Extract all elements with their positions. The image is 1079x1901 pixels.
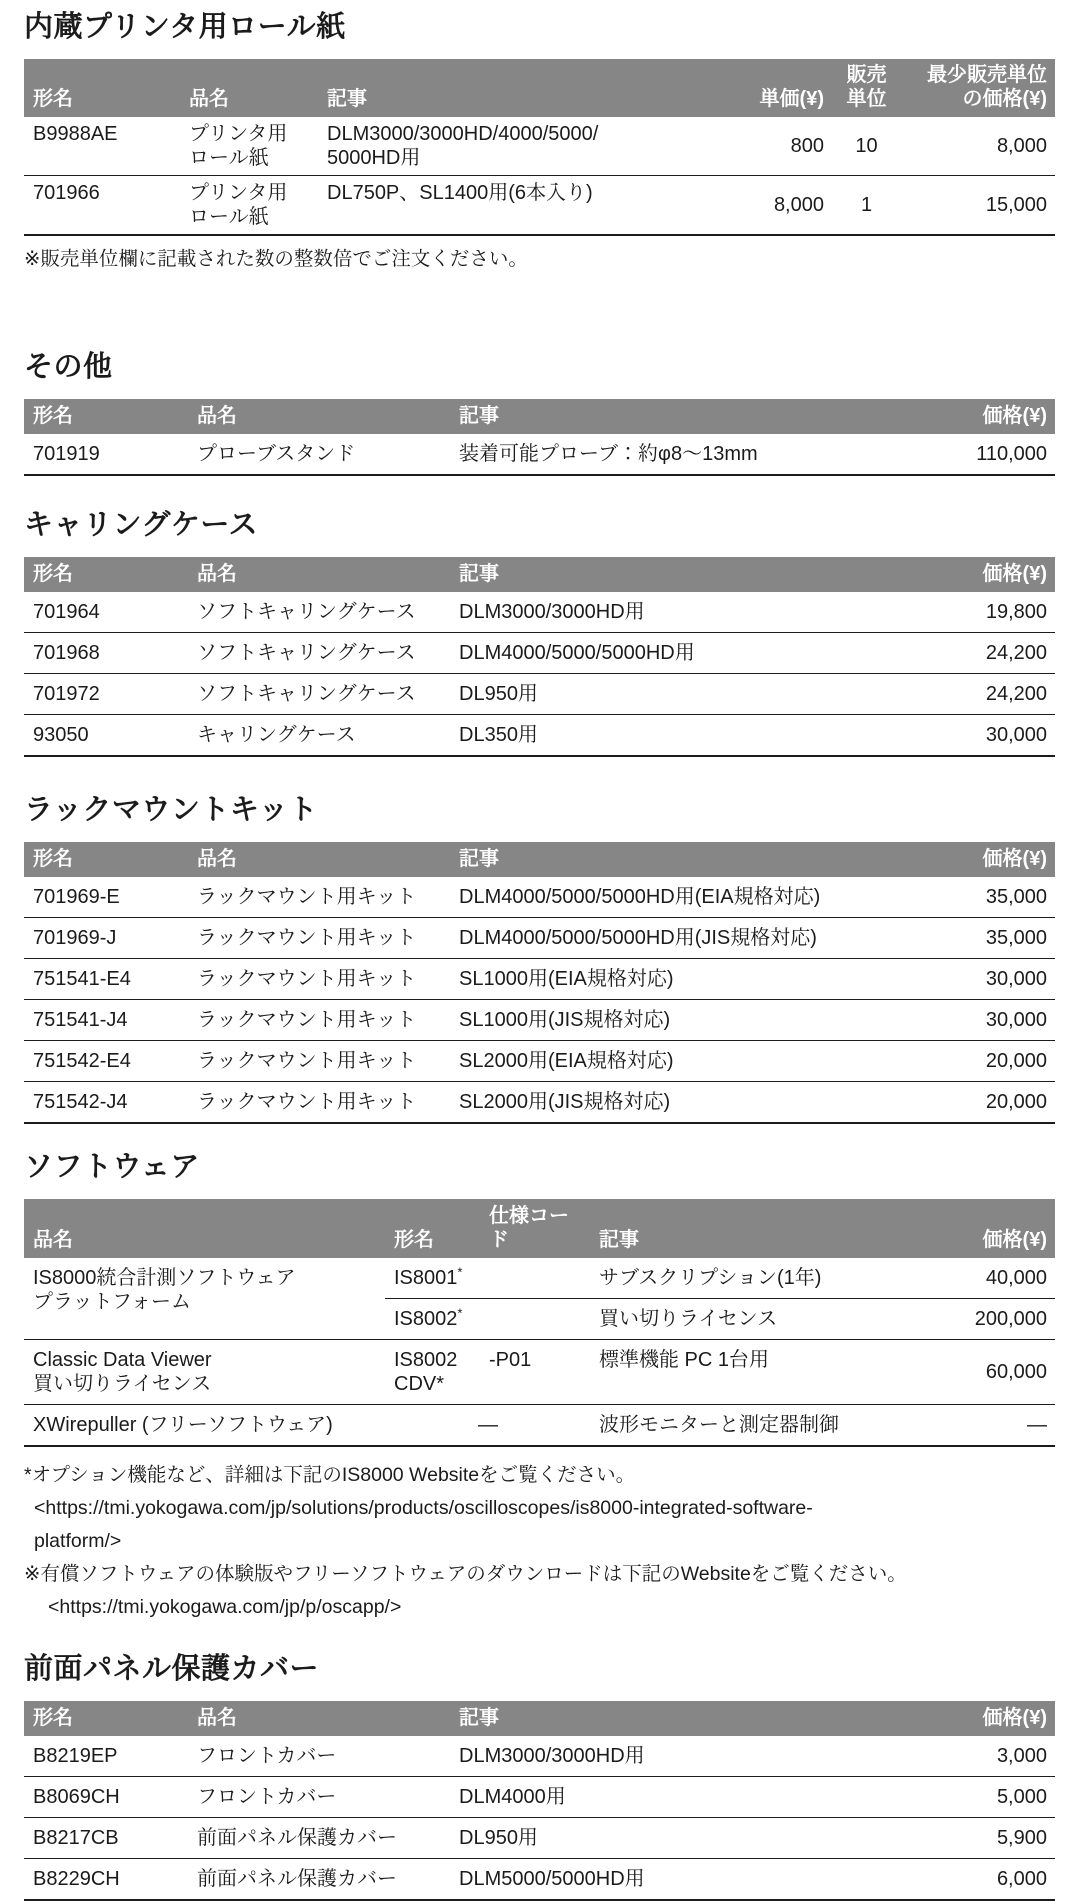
header-row: [24, 399, 1055, 434]
table-row: [24, 1041, 1055, 1082]
table-row: [24, 1859, 1055, 1901]
column-header: 品名: [24, 1199, 385, 1258]
section-title: ラックマウントキット: [24, 794, 318, 826]
cell: 6,000: [996, 1868, 1047, 1890]
table-row: [24, 959, 1055, 1000]
price-table-front-panel-cover: [24, 1701, 1055, 1901]
cell: 19,800: [870, 592, 1055, 633]
cell: DLM4000/5000/5000HD用: [450, 633, 870, 674]
table-row: [24, 1340, 1055, 1405]
section-carrying-case: [24, 506, 1055, 757]
column-header: 記事: [450, 842, 870, 877]
column-header: 品名: [180, 59, 318, 117]
price-table-rack-mount-kit: [24, 842, 1055, 1124]
section-software: [24, 1148, 1055, 1624]
cell: 24,200: [870, 674, 1055, 715]
cell: 35,000: [870, 918, 1055, 959]
column-header: 品名: [188, 842, 450, 877]
section-other: [24, 348, 1055, 476]
cell: Classic Data Viewer 買い切りライセンス: [24, 1340, 385, 1405]
cell: 701969-J: [24, 918, 188, 959]
cell: IS8000統合計測ソフトウェア プラットフォーム: [24, 1258, 385, 1340]
table-row: [24, 1818, 1055, 1859]
notes: [24, 1459, 1055, 1624]
cell: DLM3000/3000HD用: [450, 592, 870, 633]
cell: サブスクリプション(1年): [590, 1258, 880, 1299]
cell: 買い切りライセンス: [590, 1299, 880, 1340]
cell: ソフトキャリングケース: [188, 674, 450, 715]
notes: [24, 243, 1055, 276]
column-header: 記事: [450, 557, 870, 592]
section-title: 前面パネル保護カバー: [24, 1653, 320, 1685]
column-header: 品名: [188, 399, 450, 434]
price-table-other: [24, 399, 1055, 476]
cell: 前面パネル保護カバー: [197, 1868, 397, 1890]
cell: 35,000: [870, 877, 1055, 918]
cell: プリンタ用 ロール紙: [189, 182, 288, 228]
section-title: ソフトウェア: [24, 1151, 200, 1183]
cell: 751541-E4: [24, 959, 188, 1000]
cell: DLM4000/5000/5000HD用(JIS規格対応): [450, 918, 870, 959]
table-row: [24, 1777, 1055, 1818]
cell: DL350用: [459, 724, 538, 746]
cell: XWirepuller (フリーソフトウェア): [33, 1414, 333, 1436]
column-header: 単価(¥): [725, 59, 832, 117]
note-line: ※有償ソフトウェアの体験版やフリーソフトウェアのダウンロードは下記のWebsiteをご覧ください。: [24, 1563, 907, 1585]
cell: SL1000用(JIS規格対応): [450, 1000, 870, 1041]
table-row: [24, 674, 1055, 715]
cell: 93050: [33, 724, 89, 746]
cell: 5,900: [870, 1818, 1055, 1859]
cell: [480, 1299, 590, 1340]
cell: プリンタ用 ロール紙: [180, 117, 318, 176]
header-row: [24, 1199, 1055, 1258]
column-header: 価格(¥): [870, 1701, 1055, 1736]
cell: 701968: [24, 633, 188, 674]
column-header: 記事: [590, 1199, 880, 1258]
section-rack-mount-kit: [24, 791, 1055, 1124]
cell: 200,000: [880, 1299, 1055, 1340]
cell: 8,000: [900, 117, 1055, 176]
note-line: ※販売単位欄に記載された数の整数倍でご注文ください。: [24, 248, 528, 270]
cell: —: [478, 1414, 498, 1436]
cell: 標準機能 PC 1台用: [590, 1340, 880, 1405]
column-header: 価格(¥): [870, 399, 1055, 434]
section-title: 内蔵プリンタ用ロール紙: [24, 11, 346, 43]
cell: 10: [832, 117, 900, 176]
table-row: [24, 1082, 1055, 1124]
header-row: [24, 557, 1055, 592]
column-header: 品名: [188, 1701, 450, 1736]
table-row: [24, 1405, 1055, 1447]
column-header: 記事: [318, 59, 725, 117]
footnote-marker: *: [457, 1305, 463, 1321]
cell: 15,000: [985, 194, 1047, 216]
section-title: その他: [24, 351, 113, 383]
cell: B8229CH: [33, 1868, 120, 1890]
cell: 波形モニターと測定器制御: [599, 1414, 839, 1436]
cell: 800: [725, 117, 832, 176]
cell: 701919: [33, 443, 100, 465]
cell: [480, 1258, 590, 1299]
cell: ソフトキャリングケース: [188, 592, 450, 633]
table-row: [24, 715, 1055, 757]
header-row: [24, 842, 1055, 877]
cell: 30,000: [870, 1000, 1055, 1041]
table-row: [24, 1736, 1055, 1777]
column-header: 価格(¥): [870, 557, 1055, 592]
table-row: [24, 633, 1055, 674]
cell: プローブスタンド: [197, 443, 356, 465]
cell: DLM4000用: [450, 1777, 870, 1818]
table-row: [24, 1258, 1055, 1299]
column-header: 形名: [24, 59, 180, 117]
footnote-marker: *: [457, 1264, 463, 1280]
cell: 8,000: [773, 194, 824, 216]
cell: IS8002 CDV*: [385, 1340, 480, 1405]
column-header: 価格(¥): [870, 842, 1055, 877]
cell: DLM3000/3000HD/4000/5000/ 5000HD用: [318, 117, 725, 176]
table-row: [24, 176, 1055, 236]
note-line: platform/>: [34, 1530, 122, 1552]
note-line: <https://tmi.yokogawa.com/jp/p/oscapp/>: [48, 1596, 402, 1618]
cell: 701966: [33, 182, 100, 204]
column-header: 形名: [385, 1199, 480, 1258]
column-header: 仕様コード: [480, 1199, 590, 1258]
column-header: 形名: [24, 557, 188, 592]
section-title: キャリングケース: [24, 509, 258, 541]
cell: 751541-J4: [24, 1000, 188, 1041]
cell: SL2000用(EIA規格対応): [450, 1041, 870, 1082]
cell: ラックマウント用キット: [188, 1000, 450, 1041]
cell: 60,000: [880, 1340, 1055, 1405]
header-row: [24, 1701, 1055, 1736]
cell: ラックマウント用キット: [188, 877, 450, 918]
column-header: 形名: [24, 399, 188, 434]
table-row: [24, 877, 1055, 918]
cell: DLM5000/5000HD用: [459, 1868, 645, 1890]
table-row: [24, 918, 1055, 959]
cell: IS8002*: [385, 1299, 480, 1340]
section-roll-paper: [24, 8, 1055, 276]
table-row: [24, 434, 1055, 475]
table-row: [24, 592, 1055, 633]
cell: IS8001*: [385, 1258, 480, 1299]
section-front-panel-cover: [24, 1650, 1055, 1901]
cell: フロントカバー: [188, 1736, 450, 1777]
table-row: [24, 117, 1055, 176]
note-line: *オプション機能など、詳細は下記のIS8000 Websiteをご覧ください。: [24, 1464, 636, 1486]
cell: B8069CH: [24, 1777, 188, 1818]
cell: 701964: [24, 592, 188, 633]
cell: ラックマウント用キット: [188, 959, 450, 1000]
table-row: [24, 1000, 1055, 1041]
price-table-software: [24, 1199, 1055, 1447]
cell: ラックマウント用キット: [197, 1091, 417, 1113]
cell: 751542-E4: [24, 1041, 188, 1082]
price-table-carrying-case: [24, 557, 1055, 757]
cell: SL2000用(JIS規格対応): [459, 1091, 671, 1113]
cell: ソフトキャリングケース: [188, 633, 450, 674]
cell: 30,000: [985, 724, 1047, 746]
cell: 装着可能プローブ：約φ8〜13mm: [459, 443, 758, 465]
cell: 前面パネル保護カバー: [188, 1818, 450, 1859]
column-header: 形名: [24, 1701, 188, 1736]
cell: 20,000: [870, 1041, 1055, 1082]
column-header: 形名: [24, 842, 188, 877]
column-header: 品名: [188, 557, 450, 592]
cell: 20,000: [985, 1091, 1047, 1113]
cell: 30,000: [870, 959, 1055, 1000]
note-line: <https://tmi.yokogawa.com/jp/solutions/products/oscilloscopes/is8000-integrated-software-: [34, 1497, 813, 1519]
column-header: 販売 単位: [832, 59, 900, 117]
cell: 701972: [24, 674, 188, 715]
cell: ラックマウント用キット: [188, 918, 450, 959]
cell: フロントカバー: [188, 1777, 450, 1818]
column-header: 価格(¥): [880, 1199, 1055, 1258]
cell: DLM3000/3000HD用: [450, 1736, 870, 1777]
cell: キャリングケース: [197, 724, 356, 746]
column-header: 最少販売単位 の価格(¥): [900, 59, 1055, 117]
price-table-roll-paper: [24, 59, 1055, 236]
column-header: 記事: [450, 1701, 870, 1736]
cell: B8219EP: [24, 1736, 188, 1777]
cell: B9988AE: [24, 117, 180, 176]
cell: 24,200: [870, 633, 1055, 674]
column-header: 記事: [450, 399, 870, 434]
cell: SL1000用(EIA規格対応): [450, 959, 870, 1000]
cell: 3,000: [870, 1736, 1055, 1777]
cell: DL950用: [450, 674, 870, 715]
cell: DL950用: [450, 1818, 870, 1859]
cell: 1: [860, 194, 873, 216]
cell: 701969-E: [24, 877, 188, 918]
cell: 751542-J4: [33, 1091, 128, 1113]
cell: 40,000: [880, 1258, 1055, 1299]
cell: 5,000: [870, 1777, 1055, 1818]
cell: DL750P、SL1400用(6本入り): [327, 182, 593, 204]
cell: -P01: [480, 1340, 590, 1405]
cell: 110,000: [976, 443, 1047, 465]
cell: ラックマウント用キット: [188, 1041, 450, 1082]
cell: B8217CB: [24, 1818, 188, 1859]
cell: —: [1027, 1414, 1047, 1436]
header-row: [24, 59, 1055, 117]
cell: DLM4000/5000/5000HD用(EIA規格対応): [450, 877, 870, 918]
